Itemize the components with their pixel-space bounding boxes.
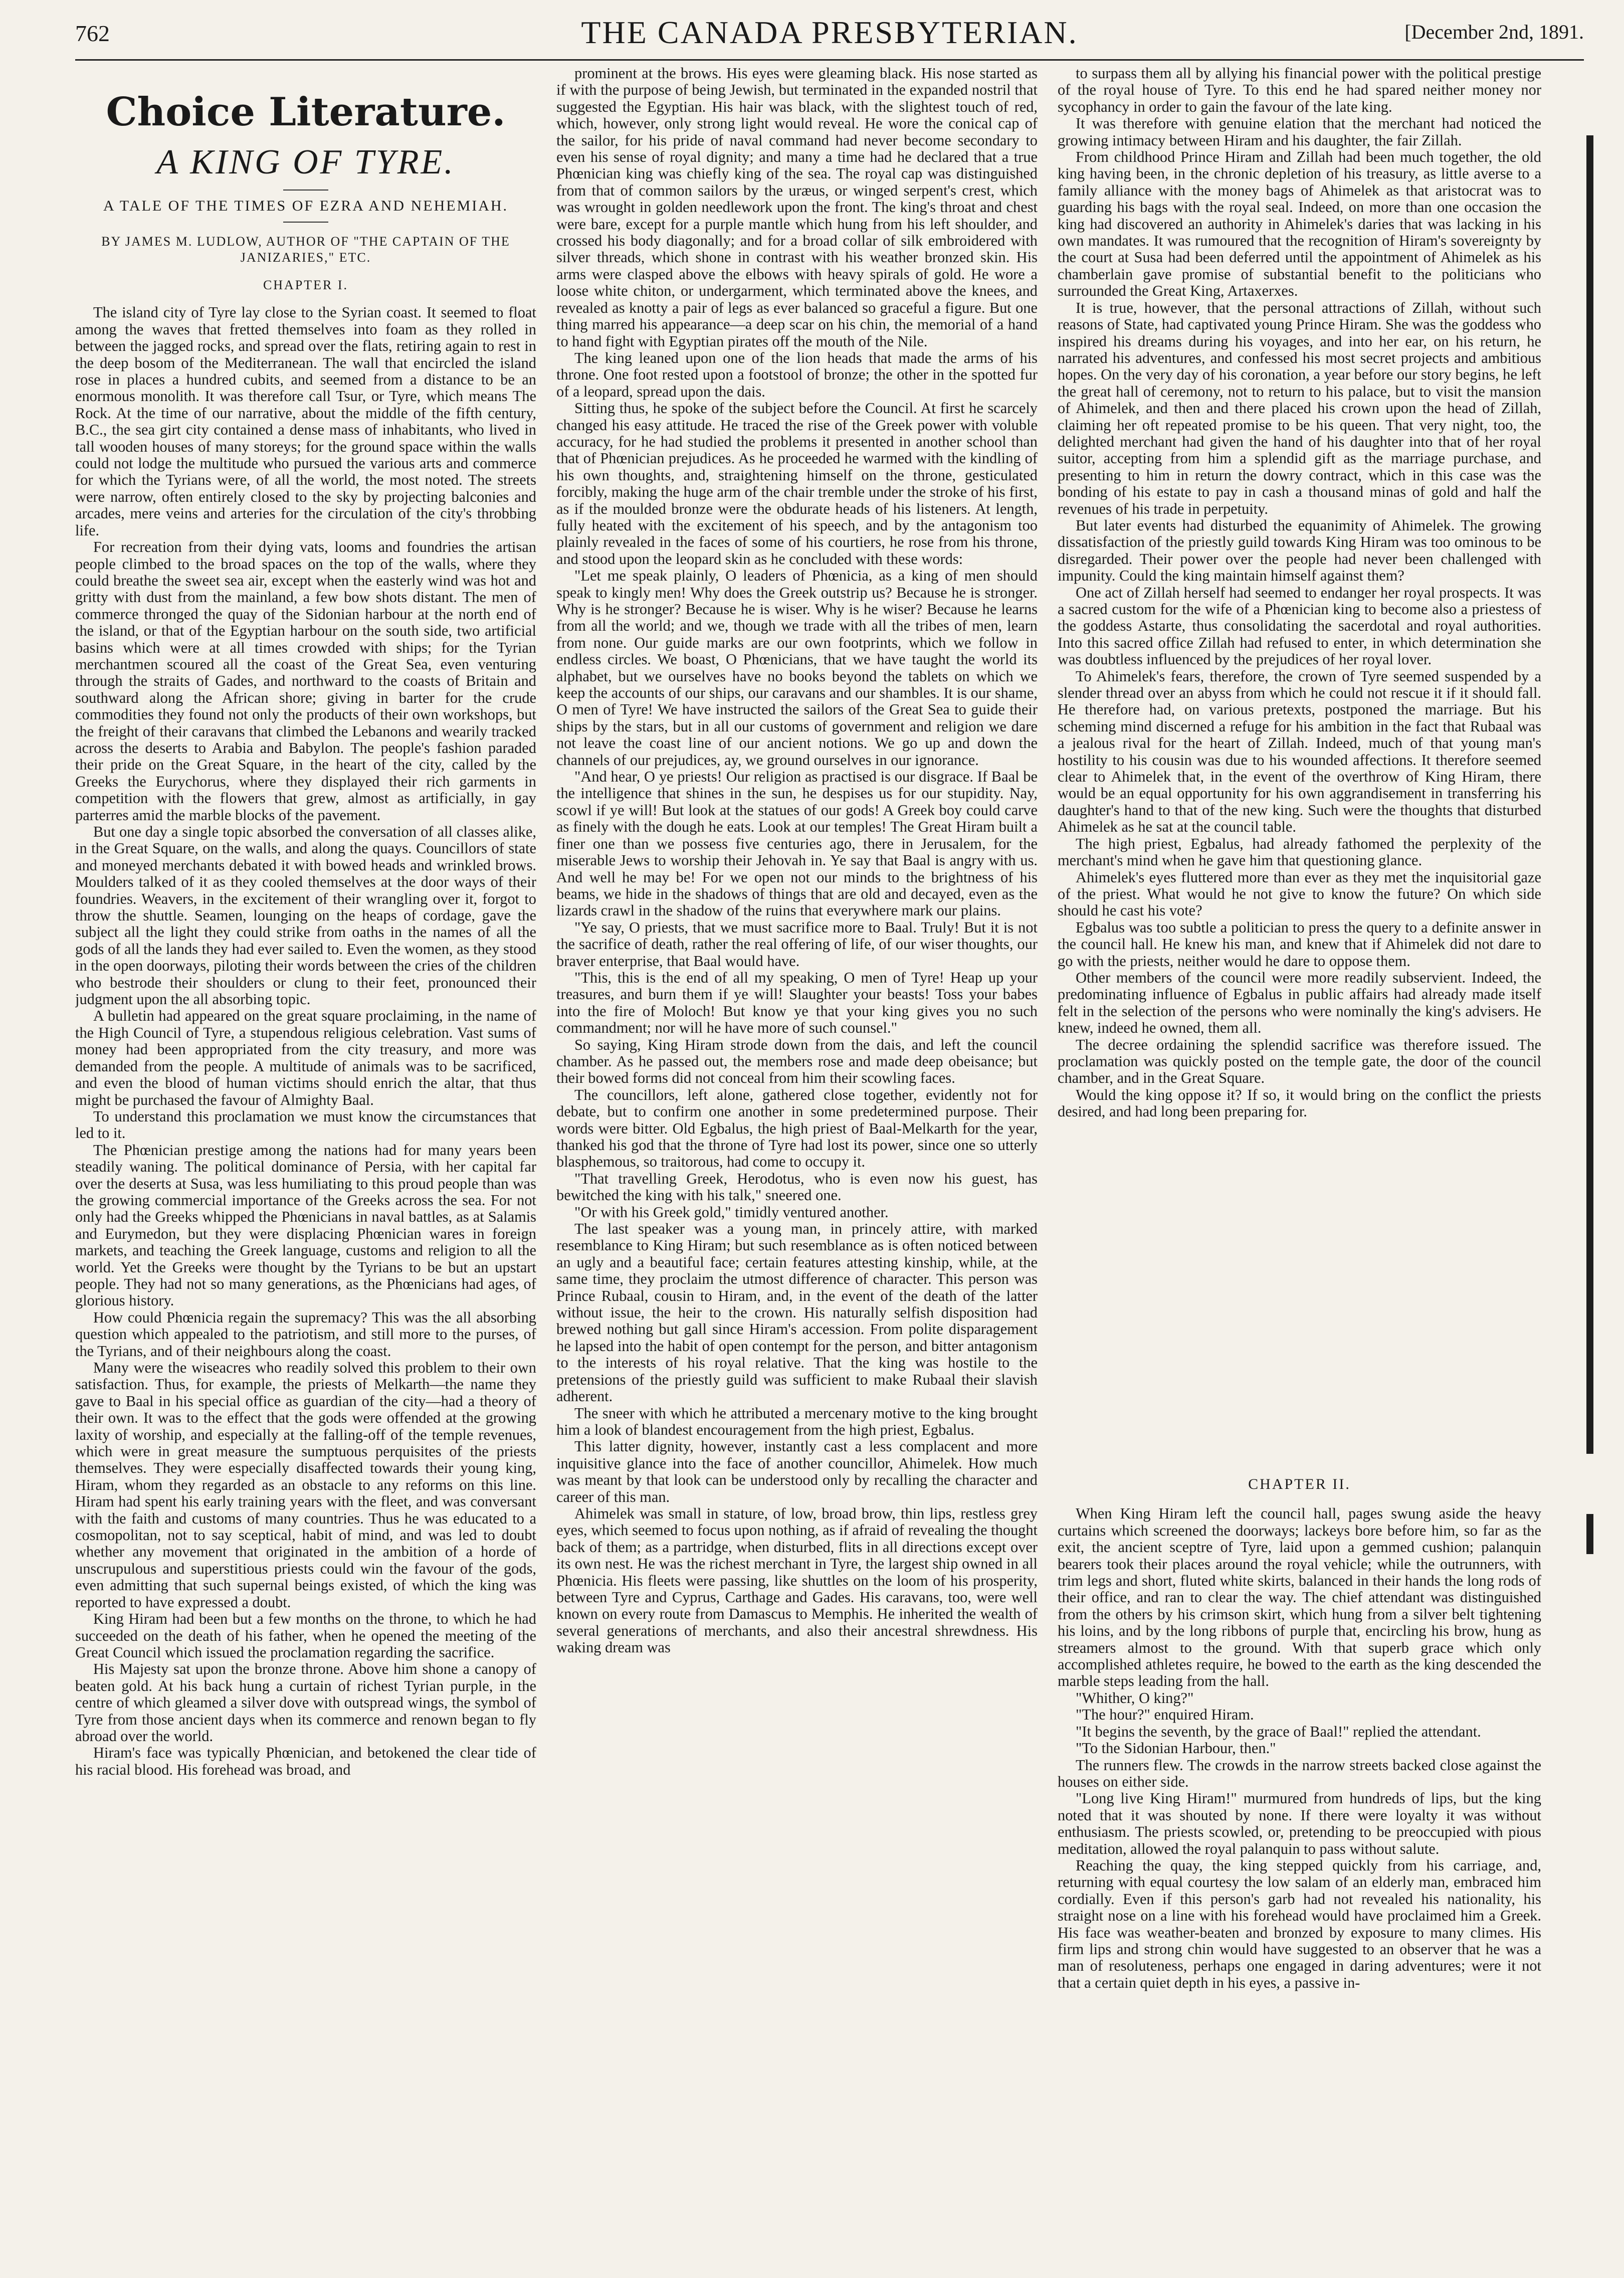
paragraph: So saying, King Hiram strode down from the dais, and left the council chamber. As he passed out, the members rose and made deep obeisance; but their bowed forms did not conceal from him their scowling faces. xyxy=(556,1036,1038,1087)
paragraph: Sitting thus, he spoke of the subject before the Council. At first he scarcely changed his easy attitude. He traced the rise of the Greek power with voluble accuracy, for he had studied the problems it presented in another school than that of Phœnician prejudices. As he proceeded he warmed with the kindling of his own thoughts, and, straightening himself on the throne, gesticulated forcibly, making the huge arm of the chair tremble under the stroke of his first, as if the moulded bronze were the obdurate heads of his listeners. At length, fully heated with the excitement of his speech, and by the antagonism too plainly revealed in the faces of some of his courtiers, he rose from his throne, and stood upon the leopard skin as he concluded with these words: xyxy=(556,400,1038,567)
paragraph: "It begins the seventh, by the grace of Baal!" replied the attendant. xyxy=(1076,1723,1481,1740)
paragraph: "Or with his Greek gold," timidly ventured another. xyxy=(574,1203,889,1221)
paragraph: Hiram's face was typically Phœnician, and betokened the clear tide of his racial blood. His forehead was broad, and xyxy=(75,1744,536,1778)
paragraph: From childhood Prince Hiram and Zillah had been much together, the old king having been, in the chronic depletion of his treasury, as little averse to a family alliance with the money bags of Ahimelek as that aristocrat was to guarding his bags with the royal seal. Indeed, on more than one occasion the king had discovered an authority in Ahimelek's daries that was lacking in his own mandates. It was rumoured that the recognition of Hiram's sovereignty by the court at Susa had been deferred until the appointment of Ahimelek as his chamberlain gave promise of substantial benefit to the politicians who surrounded the Great King, Artaxerxes. xyxy=(1058,148,1541,300)
page-header xyxy=(75,14,1584,59)
section-heading: Choice Literature. xyxy=(106,89,506,135)
title-rule xyxy=(283,189,328,191)
paragraph: A bulletin had appeared on the great square proclaiming, in the name of the High Council of Tyre, a stupendous religious celebration. Vast sums of money had been appropriated from the city treasury, and more was demanded from the people. A multitude of animals was to be sacrificed, and even the blood of human victims should enrich the altar, that thus might be purchased the favour of Almighty Baal. xyxy=(75,1007,536,1108)
paragraph: The sneer with which he attributed a mercenary motive to the king brought him a look of blandest encouragement from the high priest, Egbalus. xyxy=(556,1404,1038,1438)
story-subtitle: A TALE OF THE TIMES OF EZRA AND NEHEMIAH. xyxy=(103,198,509,214)
paragraph: It was therefore with genuine elation that the merchant had noticed the growing intimacy between Hiram and his daughter, the fair Zillah. xyxy=(1058,115,1541,149)
paragraph: His Majesty sat upon the bronze throne. Above him shone a canopy of beaten gold. At his back hung a curtain of richest Tyrian purple, in the centre of which gleamed a silver dove with outspread wings, the symbol of Tyre from those ancient days when its commerce and renown began to fly abroad over the world. xyxy=(75,1660,536,1745)
paragraph: How could Phœnicia regain the supremacy? This was the all absorbing question which appealed to the patriotism, and still more to the purses, of the Tyrians, and of their neighbours along the coast. xyxy=(75,1308,536,1360)
paragraph: "The hour?" enquired Hiram. xyxy=(1076,1706,1254,1724)
header-rule xyxy=(75,59,1584,61)
paragraph: Many were the wiseacres who readily solved this problem to their own satisfaction. Thus, for example, the priests of Melkarth—the name they gave to Baal in his special office as guardian of the city—had a theory of their own. It was to the effect that the gods were offended at the growing laxity of worship, and especially at the falling-off of the temple revenues, which were in great measure the sumptuous perquisites of the priests themselves. They were especially disaffected towards their young king, Hiram, whom they regarded as an obstacle to any reforms on this line. Hiram had spent his early training years with the fleet, and was conversant with the faith and customs of many countries. Thus he was educated to a cosmopolitan, not to say sceptical, habit of mind, and was led to doubt whether any movement that originated in the ambition of a horde of unscrupulous and superstitious priests could win the favour of the gods, even admitting that such supernal beings existed, of which the king was reported to have expressed a doubt. xyxy=(75,1359,536,1611)
column-2 xyxy=(556,65,1038,2261)
paragraph: One act of Zillah herself had seemed to endanger her royal prospects. It was a sacred custom for the wife of a Phœnician king to become also a priestess of the goddess Astarte, thus consolidating the sacerdotal and royal authorities. Into this sacred office Zillah had refused to enter, in which determination she was doubtless influenced by the prejudices of her royal lover. xyxy=(1058,584,1541,668)
chapter-heading: CHAPTER II. xyxy=(1248,1476,1351,1492)
subtitle-rule xyxy=(283,222,328,223)
column-3 xyxy=(1058,65,1541,2261)
column-2-text xyxy=(556,65,1038,1656)
page-number: 762 xyxy=(75,21,110,46)
paragraph: King Hiram had been but a few months on the throne, to which he had succeeded on the death of his father, when he opened the meeting of the Great Council which issued the proclamation regarding the sacrifice. xyxy=(75,1610,536,1661)
paragraph: The Phœnician prestige among the nations had for many years been steadily waning. The political dominance of Persia, with her capital far over the deserts at Susa, was less humiliating to this proud people than was the growing commercial importance of the Greeks across the sea. For not only had the Greeks whipped the Phœnicians in naval battles, as at Salamis and Eurymedon, but they were displacing Phœnician wares in foreign markets, and teaching the Greek language, customs and religion to all the world. Yet the Greeks were thought by the Tyrians to be but an upstart people. They had not so many generations, as the Phœnicians had ages, of glorious history. xyxy=(75,1141,536,1309)
paragraph: Reaching the quay, the king stepped quickly from his carriage, and, returning with equal courtesy the low salam of an elderly man, embraced him cordially. Even if this person's garb had not revealed his nationality, his straight nose on a line with his forehead would have proclaimed him a Greek. His face was weather-beaten and bronzed by exposure to many climes. His firm lips and strong chin would have suggested to an observer that he was a man of resoluteness, perhaps one engaged in daring adventures; were it not that a certain quiet depth in his eyes, a passive in- xyxy=(1058,1856,1541,1991)
paragraph: "And hear, O ye priests! Our religion as practised is our disgrace. If Baal be the intelligence that shines in the sun, he despises us for our stupidity. Nay, scowl if ye will! But look at the statues of our gods! A Greek boy could carve as finely with the dough he eats. Look at our temples! The Great Hiram built a finer one than we possess five centuries ago, there in Jerusalem, for the miserable Jews to worship their Jehovah in. Ye say that Baal is angry with us. And well he may be! For we open not our minds to the brightness of his beams, we hide in the shadows of things that are old and decayed, even as the lizards crawl in the shadow of the ruins that everywhere mark our plains. xyxy=(556,768,1038,919)
paragraph: It is true, however, that the personal attractions of Zillah, without such reasons of State, had captivated young Prince Hiram. She was the goddess who inspired his dreams during his voyages, and into her ear, on his return, he narrated his adventures, and confessed his most secret projects and ambitious hopes. On the very day of his coronation, a year before our story begins, he left the great hall of ceremony, not to return to his palace, but to visit the mansion of Ahimelek, and then and there placed his crown upon the head of Zillah, claiming her oft repeated promise to be his queen. That very night, too, the delighted merchant had given the hand of his daughter into that of her royal suitor, accepting from him a splendid gift as the marriage purchase, and presenting to him in return the dowry contract, which in this case was the bonding of his estate to pay in cash a thousand minas of gold and half the revenues of his trade in perpetuity. xyxy=(1058,299,1541,517)
paragraph: "To the Sidonian Harbour, then." xyxy=(1076,1740,1276,1757)
paragraph: But one day a single topic absorbed the conversation of all classes alike, in the Great Square, on the walls, and along the quays. Councillors of state and moneyed merchants debated it with bowed heads and wrinkled brows. Moulders talked of it as they cooled themselves at the door ways of their foundries. Weavers, in the excitement of their wrangling over it, forgot to throw the shuttle. Seamen, lounging on the heaps of cordage, gave the subject all the light they could strike from oaths in the names of all the gods of all the lands they had ever sailed to. Even the women, as they stood in the open doorways, piloting their words between the cries of the children who bestrode their shoulders or clung to their feet, pronounced their judgment upon the all absorbing topic. xyxy=(75,823,536,1008)
paragraph: The island city of Tyre lay close to the Syrian coast. It seemed to float among the waves that fretted themselves into foam as they rolled in between the jagged rocks, and spread over the flats, retiring again to rest in the deep bosom of the Mediterranean. The wall that encircled the island rose in places a hundred cubits, and seemed from a distance to be an enormous monolith. It was therefore call Tsur, or Tyre, which means The Rock. At the time of our narrative, about the middle of the fifth century, B.C., the sea girt city contained a dense mass of inhabitants, who lived in tall wooden houses of many storeys; for the ground space within the walls could not lodge the multitude who pursued the various arts and commerce for which the Tyrians were, of all the world, the most noted. The streets were narrow, often entirely closed to the sky by projecting balconies and arcades, mere veins and arteries for the circulation of the city's throbbing life. xyxy=(75,304,536,539)
paragraph: To understand this proclamation we must know the circumstances that led to it. xyxy=(75,1107,536,1142)
column-1-text xyxy=(75,304,536,1778)
margin-bar xyxy=(1586,1514,1593,1554)
paragraph: Egbalus was too subtle a politician to press the query to a definite answer in the council hall. He knew his man, and knew that if Ahimelek did not dare to go with the priests, neither would he dare to oppose them. xyxy=(1058,918,1541,970)
paragraph: When King Hiram left the council hall, pages swung aside the heavy curtains which screened the doorways; lackeys bore before him, so far as the exit, the ancient sceptre of Tyre, laid upon a gemmed cushion; palanquin bearers took their places around the royal vehicle; while the outrunners, with trim legs and short, fluted white skirts, balanced in their hands the long rods of their office, and ran to clear the way. The chief attendant was distinguished from the others by his crimson skirt, which hung from a silver belt tightening his loins, and by the long ribbons of purple that, encircling his brow, hung as streamers almost to the ground. With that superb grace which only accomplished athletes require, he bowed to the earth as the king descended the marble steps leading from the hall. xyxy=(1058,1505,1541,1690)
paragraph: The high priest, Egbalus, had already fathomed the perplexity of the merchant's mind when he gave him that questioning glance. xyxy=(1058,835,1541,869)
paragraph: "Ye say, O priests, that we must sacrifice more to Baal. Truly! But it is not the sacrifice of death, rather the real offering of life, of our wiser thoughts, our braver enterprise, that Baal would have. xyxy=(556,918,1038,970)
margin-bar xyxy=(1586,135,1593,1454)
paragraph: But later events had disturbed the equanimity of Ahimelek. The growing dissatisfaction of the priestly guild towards King Hiram was too ominous to be disregarded. Their power over the people had never been challenged with impunity. Could the king maintain himself against them? xyxy=(1058,516,1541,585)
paragraph: "Long live King Hiram!" murmured from hundreds of lips, but the king noted that it was shouted by none. If there were loyalty it was without enthusiasm. The priests scowled, or, pretending to be preoccupied with pious meditation, allowed the royal palanquin to pass without salute. xyxy=(1058,1790,1541,1857)
paragraph: The king leaned upon one of the lion heads that made the arms of his throne. One foot rested upon a footstool of bronze; the other in the spotted fur of a leopard, spread upon the dais. xyxy=(556,349,1038,400)
issue-date: [December 2nd, 1891. xyxy=(1404,21,1584,43)
paragraph: to surpass them all by allying his financial power with the political prestige of the royal house of Tyre. To this end he had spared neither money nor sycophancy in order to gain the favour of the late king. xyxy=(1058,65,1541,115)
paragraph: The last speaker was a young man, in princely attire, with marked resemblance to King Hiram; but such resemblance as is often noticed between an ugly and a beautiful face; certain features attesting kinship, while, at the same time, they proclaim the utmost difference of character. This person was Prince Rubaal, cousin to Hiram, and, in the event of the death of the latter without issue, the heir to the crown. His naturally selfish disposition had brewed nothing but gall since Hiram's accession. From polite disparagement he lapsed into the habit of open contempt for the person, and bitter antagonism to the interests of his royal relative. That the king was hostile to the pretensions of the priestly guild was sufficient to make Rubaal their slavish adherent. xyxy=(556,1220,1038,1405)
paragraph: Ahimelek's eyes fluttered more than ever as they met the inquisitorial gaze of the priest. What would he not give to know the future? On which side should he cast his vote? xyxy=(1058,868,1541,919)
paragraph: "Let me speak plainly, O leaders of Phœnicia, as a king of men should speak to kingly men! Why does the Greek outstrip us? Because he is stronger. Why is he stronger? Because he is wiser. Why is he wiser? Because he learns from all the world; and we, though we trade with all the tribes of men, learn from none. Our guide marks are our own footprints, which we follow in endless circles. We boast, O Phœnicians, that we have taught the world its alphabet, but we ourselves have no books beyond the tablets on which we keep the accounts of our ships, our caravans and our shambles. It is our shame, O men of Tyre! We have instructed the sailors of the Great Sea to guide their ships by the stars, but in all our customs of government and religion we dare not leave the coast line of our ancient notions. We go up and down the channels of our prejudices, ay, we ground ourselves in our ignorance. xyxy=(556,567,1038,769)
column-3-text xyxy=(1058,65,1541,1459)
paragraph: For recreation from their dying vats, looms and foundries the artisan people climbed to the broad spaces on the top of the walls, where they could breathe the sweet sea air, except when the easterly wind was hot and gritty with dust from the mainland, a few bow shots distant. The men of commerce thronged the quay of the Sidonian harbour at the north end of the island, or that of the Egyptian harbour on the south side, two artificial basins which were at all times crowded with ships; for the Tyrian merchantmen scoured all the coast of the Great Sea, even venturing through the straits of Gades, and northward to the coasts of Britain and southward along the African shore; giving in barter for the crude commodities they found not only the products of their own workshops, but the freight of their caravans that climbed the Lebanons and wearily tracked across the deserts to Arabia and Babylon. The people's fashion paraded their pride on the Great Square, in the heart of the city, called by the Greeks the Eurychorus, where they displayed their rich garments in competition with the flowers that grew, almost as artificially, in gay parterres amid the marble blocks of the pavement. xyxy=(75,538,536,824)
paragraph: To Ahimelek's fears, therefore, the crown of Tyre seemed suspended by a slender thread over an abyss from which he could not rescue it if it should fall. He therefore had, on various pretexts, postponed the marriage. But his scheming mind discerned a refuge for his ambition in the fact that Rubaal was a jealous rival for the heart of Zillah. Indeed, much of that young man's hostility to his cousin was due to his wounded affections. It therefore seemed clear to Ahimelek that, in the event of the overthrow of King Hiram, there would be an equal opportunity for his own aggrandisement in transferring his daughter's hand to that of the new king. Such were the thoughts that disturbed Ahimelek as he sat at the council table. xyxy=(1058,667,1541,836)
paragraph: Other members of the council were more readily subservient. Indeed, the predominating influence of Egbalus in public affairs had already made itself felt in the selection of the persons who were nominally the king's advisers. He knew, indeed he owned, them all. xyxy=(1058,969,1541,1037)
story-title: A KING OF TYRE. xyxy=(156,143,455,181)
paragraph: Ahimelek was small in stature, of low, broad brow, thin lips, restless grey eyes, which seemed to focus upon nothing, as if afraid of revealing the thought back of them; as a partridge, when disturbed, flits in all directions except over its own nest. He was the richest merchant in Tyre, the largest ship owned in all Phœnicia. His fleets were passing, like shuttles on the loom of his prosperity, between Tyre and Cyprus, Carthage and Gades. His caravans, too, were well known on every route from Damascus to Memphis. He inherited the wealth of several generations of merchants, and also their ancestral shrewdness. His waking dream was xyxy=(556,1504,1038,1656)
paragraph: prominent at the brows. His eyes were gleaming black. His nose started as if with the purpose of being Jewish, but terminated in the expanded nostril that suggested the Egyptian. His hair was black, with the slightest touch of red, which, however, only strong light would reveal. He wore the conical cap of the sailor, for his pride of naval command had never become secondary to even his sense of royal dignity; and many a time had he declared that a true Phœnician king was chiefly king of the sea. The royal cap was distinguished from that of common sailors by the uræus, or winged serpent's crest, which was wrought in golden needlework upon the front. The king's throat and chest were bare, except for a purple mantle which hung from his left shoulder, and crossed his body diagonally; and for a broad collar of silk embroidered with silver threads, which shone in contrast with his weather bronzed skin. His arms were clasped above the elbows with heavy spirals of gold. He wore a loose white chiton, or undergarment, which terminated above the knees, and revealed as knotty a pair of legs as ever balanced so graceful a figure. But one thing marred his appearance—a deep scar on his chin, the memorial of a hand to hand fight with Egyptian pirates off the mouth of the Nile. xyxy=(556,65,1038,350)
paragraph: The decree ordaining the splendid sacrifice was therefore issued. The proclamation was quickly posted on the temple gate, the door of the council chamber, and in the Great Square. xyxy=(1058,1036,1541,1087)
column-1 xyxy=(75,70,536,2266)
paragraph: This latter dignity, however, instantly cast a less complacent and more inquisitive glance into the face of another councillor, Ahimelek. How much was meant by that look can be understood only by recalling the character and career of this man. xyxy=(556,1438,1038,1505)
chapter-heading: CHAPTER I. xyxy=(263,278,349,292)
paragraph: Would the king oppose it? If so, it would bring on the conflict the priests desired, and had long been preparing for. xyxy=(1058,1086,1541,1120)
paragraph: "That travelling Greek, Herodotus, who is even now his guest, has bewitched the king with his talk," sneered one. xyxy=(556,1170,1038,1204)
column-3-chapter-2-text xyxy=(1058,1505,1541,1991)
masthead: THE CANADA PRESBYTERIAN. xyxy=(581,15,1078,50)
paragraph: "Whither, O king?" xyxy=(1076,1689,1194,1706)
paragraph: The runners flew. The crowds in the narrow streets backed close against the houses on either side. xyxy=(1058,1756,1541,1790)
paragraph: "This, this is the end of all my speaking, O men of Tyre! Heap up your treasures, and burn them if ye will! Slaughter your beasts! Toss your babes into the fire of Moloch! But know ye that your king gives you no such commandment; nor will he have more of such counsel." xyxy=(556,969,1038,1037)
byline: BY JAMES M. LUDLOW, AUTHOR OF "THE CAPTAIN OF THE JANIZARIES," ETC. xyxy=(101,234,510,265)
paragraph: The councillors, left alone, gathered close together, evidently not for debate, but to confirm one another in some predetermined purpose. Their words were bitter. Old Egbalus, the high priest of Baal-Melkarth for the year, thanked his god that the throne of Tyre had lost its power, since one so utterly blasphemous, so traitorous, had come to occupy it. xyxy=(556,1086,1038,1171)
